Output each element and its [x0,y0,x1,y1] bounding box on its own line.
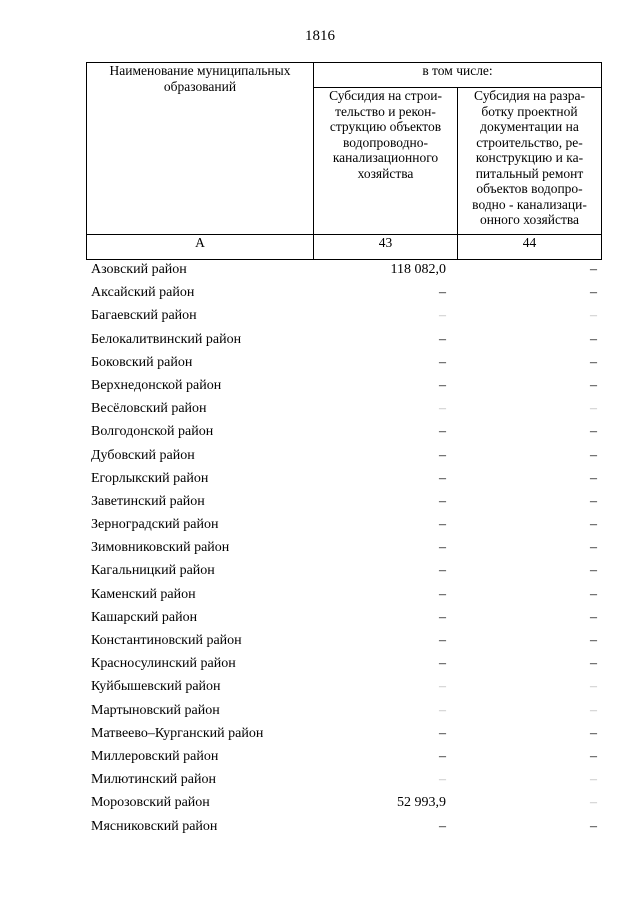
row-value-44: – [590,424,597,440]
row-value-44: – [590,748,597,764]
row-name: Константиновский район [91,633,242,648]
row-value-43: – [439,308,446,324]
row-name: Багаевский район [91,308,197,324]
row-value-44: – [590,563,597,579]
table-row [86,258,602,281]
row-value-43: – [439,493,446,509]
row-value-44: – [590,586,597,602]
table-row [86,374,602,397]
row-value-44: – [590,262,597,277]
row-value-43: – [439,447,446,463]
table-row [86,328,602,351]
row-name: Куйбышевский район [91,679,221,695]
row-value-44: – [590,377,597,393]
row-value-44: – [590,285,597,301]
row-name: Матвеево–Курганский район [91,725,264,741]
header-index-2: 44 [458,235,602,260]
row-value-43: – [439,331,446,347]
row-value-44: – [590,308,597,324]
row-value-44: – [590,656,597,672]
row-value-44: – [590,540,597,556]
row-name: Кагальницкий район [91,563,215,579]
header-column-1: Субсидия на строи-тельство и рекон-струкцию объектов водопроводно-канализационного хозяйства [314,88,458,235]
table-row [86,536,602,559]
row-value-44: – [590,354,597,370]
row-value-44: – [590,818,597,834]
header-column-2: Субсидия на разра-ботку проектной документации на строительство, ре-конструкцию и ка-питальный ремонт объектов водопро-водно - канализаци-онного хозяйства [458,88,602,235]
row-name: Заветинский район [91,493,205,509]
row-name: Мартыновский район [91,702,220,718]
row-value-43: – [439,470,446,486]
row-value-43: – [439,679,446,695]
table-row [86,397,602,420]
row-name: Зерноградский район [91,517,219,533]
row-value-43: – [439,633,446,648]
table-row [86,815,602,838]
row-value-44: – [590,609,597,625]
row-value-43: – [439,517,446,533]
table-row [86,351,602,374]
row-value-43: – [439,401,446,417]
table-row [86,420,602,443]
header-group-label: в том числе: [314,63,602,88]
row-value-44: – [590,725,597,741]
table-row [86,652,602,675]
row-value-43: – [439,656,446,672]
table-row [86,768,602,791]
row-name: Аксайский район [91,285,195,301]
table-row [86,699,602,722]
row-name: Азовский район [91,262,187,277]
row-value-44: – [590,470,597,486]
table-row [86,675,602,698]
row-value-43: – [439,354,446,370]
row-value-44: – [590,331,597,347]
table-row [86,467,602,490]
row-value-44: – [590,401,597,417]
row-value-43: 118 082,0 [390,262,446,277]
row-value-43: – [439,285,446,301]
row-value-43: – [439,725,446,741]
row-name: Весёловский район [91,401,207,417]
row-name: Зимовниковский район [91,540,230,556]
table-row [86,304,602,327]
table-row [86,444,602,467]
row-name: Волгодонской район [91,424,214,440]
row-value-44: – [590,633,597,648]
row-value-44: – [590,493,597,509]
table-row [86,513,602,536]
row-value-43: – [439,748,446,764]
row-value-43: – [439,702,446,718]
table-body [86,258,602,838]
row-value-44: – [590,795,597,811]
row-value-44: – [590,517,597,533]
row-name: Белокалитвинский район [91,331,242,347]
table-row [86,629,602,652]
table-row [86,559,602,582]
row-name: Каменский район [91,586,196,602]
row-value-43: – [439,586,446,602]
row-name: Милютинский район [91,772,217,788]
row-value-43: – [439,377,446,393]
row-name: Егорлыкский район [91,470,209,486]
row-value-44: – [590,772,597,788]
row-value-44: – [590,679,597,695]
table-row [86,791,602,814]
table-row [86,583,602,606]
row-value-43: – [439,818,446,834]
row-name: Кашарский район [91,609,198,625]
row-value-43: – [439,540,446,556]
row-value-43: 52 993,9 [397,795,446,811]
row-name: Верхнедонской район [91,377,222,393]
row-value-43: – [439,563,446,579]
row-name: Боковский район [91,354,193,370]
row-value-43: – [439,772,446,788]
page-number: 1816 [305,28,335,44]
row-name: Миллеровский район [91,748,219,764]
row-value-44: – [590,702,597,718]
header-index-1: 43 [314,235,458,260]
row-value-43: – [439,424,446,440]
table-row [86,606,602,629]
table-row [86,281,602,304]
header-name-column: Наименование муниципальных образований [87,63,314,235]
row-value-43: – [439,609,446,625]
table-header [86,62,602,260]
row-name: Морозовский район [91,795,210,811]
row-value-44: – [590,447,597,463]
table-row [86,745,602,768]
table-row [86,490,602,513]
header-index-name: А [87,235,314,260]
row-name: Мясниковский район [91,818,218,834]
row-name: Красносулинский район [91,656,236,672]
table-row [86,722,602,745]
row-name: Дубовский район [91,447,195,463]
